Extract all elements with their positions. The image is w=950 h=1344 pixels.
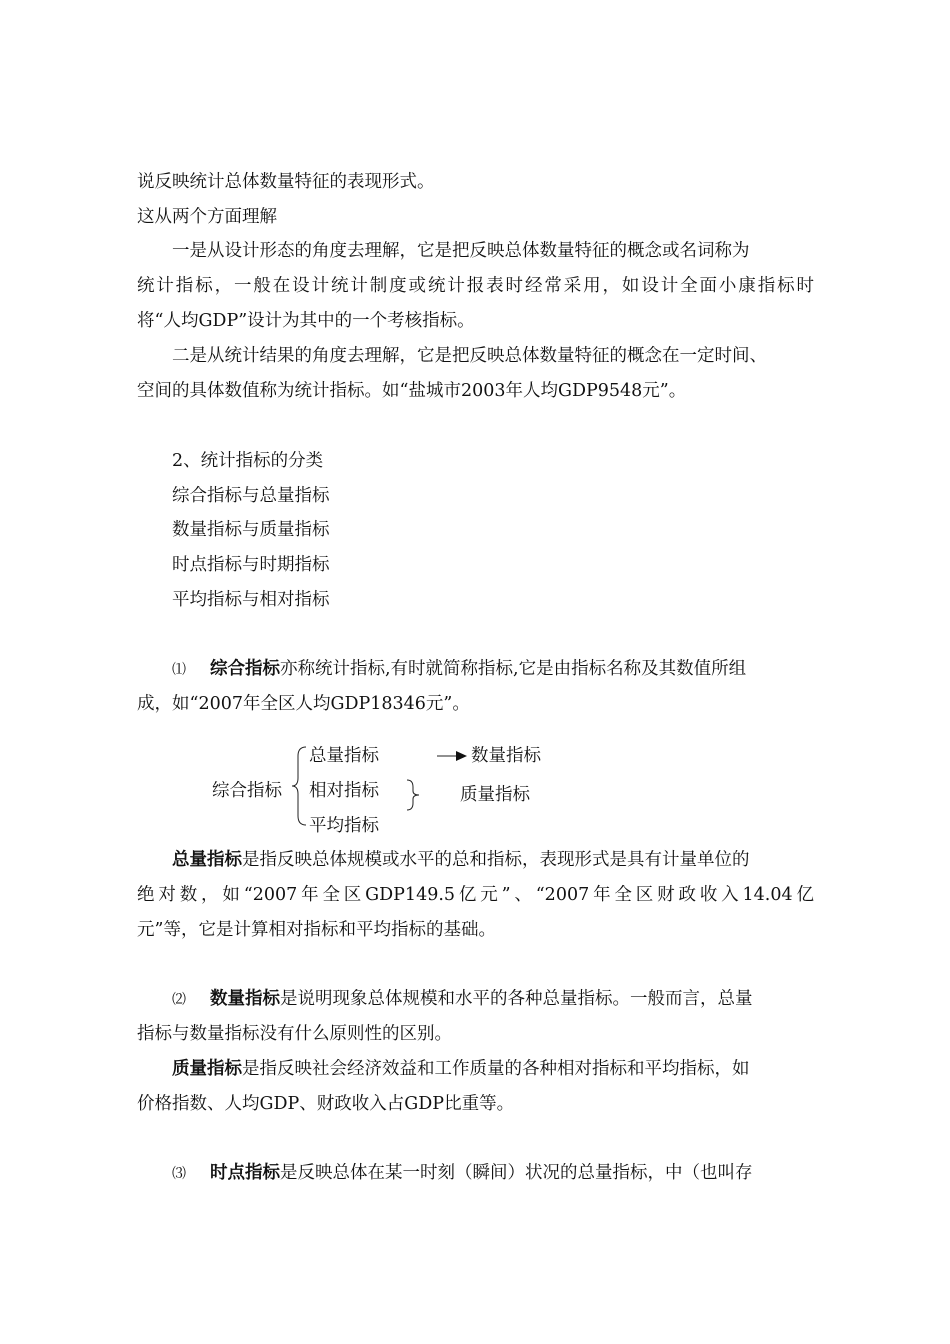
section-number: ⑶ [172, 1166, 186, 1182]
section-line [137, 883, 814, 907]
classification-heading: 2、统计指标的分类 [172, 451, 324, 471]
classification-item: 平均指标与相对指标 [172, 590, 330, 610]
term-bold: 总量指标 [172, 850, 242, 870]
diagram-child: 相对指标 [309, 781, 379, 801]
section-text: 是指反映总体规模或水平的总和指标，表现形式是具有计量单位的 [242, 850, 750, 870]
paragraph-line: 空间的具体数值称为统计指标。如“盐城市2003年人均GDP9548元”。 [137, 381, 687, 401]
section-line: 指标与数量指标没有什么原则性的区别。 [137, 1024, 452, 1044]
section-text: 是指反映社会经济效益和工作质量的各种相对指标和平均指标，如 [242, 1059, 750, 1079]
term-bold: 综合指标 [210, 659, 280, 679]
section-line: 成，如“2007年全区人均GDP18346元”。 [137, 694, 470, 714]
section-line: 元”等，它是计算相对指标和平均指标的基础。 [137, 920, 496, 940]
paragraph-line: 说反映统计总体数量特征的表现形式。 [137, 172, 435, 192]
section-line [172, 1057, 750, 1081]
arrow-right-icon [436, 748, 470, 764]
section-line [172, 1161, 753, 1186]
classification-item: 综合指标与总量指标 [172, 486, 330, 506]
term-bold: 数量指标 [210, 989, 280, 1009]
right-brace [403, 778, 425, 812]
diagram-child: 平均指标 [309, 816, 379, 836]
section-line [172, 657, 746, 682]
diagram-target: 数量指标 [471, 746, 541, 766]
section-line [172, 987, 753, 1012]
paragraph-line [137, 274, 814, 298]
term-bold: 时点指标 [210, 1163, 280, 1183]
term-bold: 质量指标 [172, 1059, 242, 1079]
section-text: 亦称统计指标,有时就简称指标,它是由指标名称及其数值所组 [280, 659, 747, 679]
section-line: 价格指数、人均GDP、财政收入占GDP比重等。 [137, 1094, 515, 1114]
section-number: ⑴ [172, 662, 186, 678]
paragraph-text: 统计指标，一般在设计统计制度或统计报表时经常采用，如设计全面小康指标时 [137, 276, 814, 296]
paragraph-line: 将“人均GDP”设计为其中的一个考核指标。 [137, 311, 475, 331]
section-text: 是说明现象总体规模和水平的各种总量指标。一般而言，总量 [280, 989, 753, 1009]
diagram-root: 综合指标 [212, 781, 282, 801]
classification-item: 数量指标与质量指标 [172, 520, 330, 540]
section-text: 绝对数，如“2007年全区GDP149.5亿元”、“2007年全区财政收入14.04亿 [137, 885, 814, 905]
paragraph-line: 二是从统计结果的角度去理解，它是把反映总体数量特征的概念在一定时间、 [172, 346, 767, 366]
section-number: ⑵ [172, 992, 186, 1008]
section-text: 是反映总体在某一时刻（瞬间）状况的总量指标，中（也叫存 [280, 1163, 753, 1183]
paragraph-line: 一是从设计形态的角度去理解，它是把反映总体数量特征的概念或名词称为 [172, 241, 750, 261]
section-line [172, 848, 750, 872]
diagram-child: 总量指标 [309, 746, 379, 766]
classification-item: 时点指标与时期指标 [172, 555, 330, 575]
paragraph-line: 这从两个方面理解 [137, 207, 277, 227]
diagram-target: 质量指标 [460, 785, 530, 805]
